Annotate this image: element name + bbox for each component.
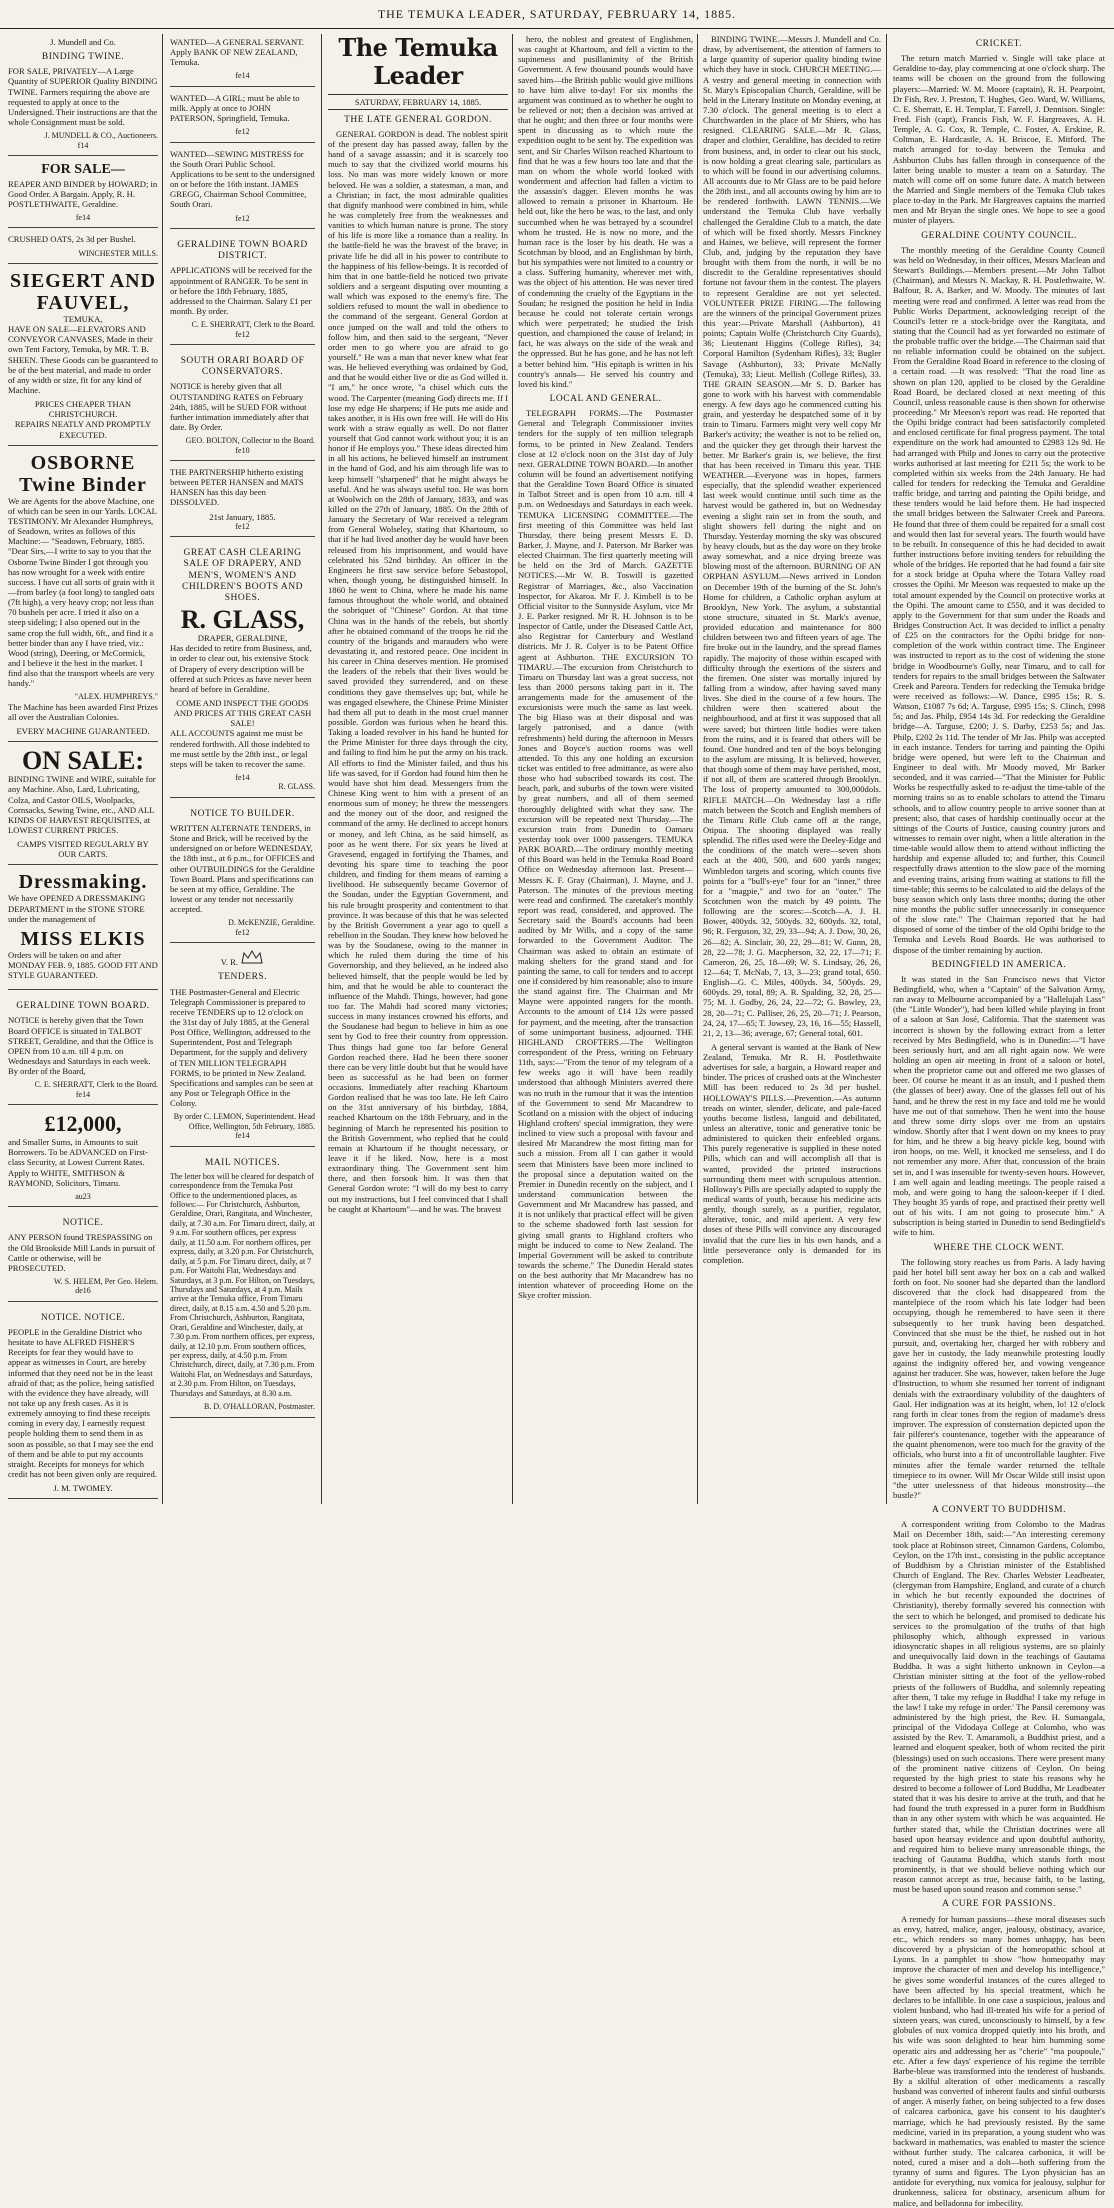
- ad-signature: GEO. BOLTON, Collector to the Board.: [185, 436, 315, 446]
- ad-siegert-fauvel: [8, 267, 158, 446]
- article-heading: THE LATE GENERAL GORDON.: [344, 114, 492, 125]
- ad-title: R. GLASS,: [180, 605, 305, 635]
- ad-heading: MAIL NOTICES.: [204, 1157, 281, 1168]
- ad-ranger: [170, 232, 315, 345]
- ad-date: 21st January, 1885.: [209, 511, 276, 522]
- dateline: SATURDAY, FEBRUARY 14, 1885.: [328, 94, 508, 110]
- ad-wanted-girl: [170, 90, 315, 143]
- ad-heading: BINDING TWINE.: [41, 52, 125, 63]
- ad-body: ANY PERSON found TRESPASSING on the Old Brookside Mill Lands in pursuit of Cattle or otherwise, will be PROSECUTED.: [8, 1232, 156, 1273]
- ad-dressmaking: [8, 868, 158, 990]
- column-6: [893, 34, 1105, 2208]
- royal-crest: [170, 949, 315, 967]
- ad-body: WANTED—SEWING MISTRESS for the South Orari Public School. Applications to be sent to the undersigned on or before the 16th instant. JAMES GREGG, Chairman School Committee, South Orari.: [170, 148, 315, 210]
- ad-ref: fe12: [235, 521, 250, 531]
- ad-place: TEMUKA,: [63, 314, 103, 325]
- article-heading: WHERE THE CLOCK WENT.: [933, 1242, 1065, 1253]
- ad-body: WRITTEN ALTERNATE TENDERS, in Stone and Brick, will be received by the undersigned on or before WEDNESDAY, the 18th inst., at 6 p.m., for OFFICES and other OUTBUILDINGS for the Geraldine Town Board. Plans and specifications can be seen at my office, Geraldine. The lowest or any tender not necessarily accepted.: [170, 823, 315, 915]
- ad-camps: CAMPS VISITED REGULARLY BY OUR CARTS.: [17, 839, 149, 860]
- ad-signature: W. S. HELEM, Per Geo. Helem.: [53, 1276, 158, 1286]
- article-body: It was stated in the San Francisco news that Victor Bedingfield, who, when a "Captain" of the Salvation Army, ran away to Melbourne accompanied by a "Hallelujah Lass" (the "Little Wonder"), had been killed while playing in front of a saloon at San José, California. That the statement was incorrect is shown by the following extract from a letter received by Mrs Bedingfield, who is in Dunedin:—"I have been seriously hurt, and am all right again now. We were holding an open air meeting in front of a saloon or hotel, when the proprietor came out and offered me two glasses of beer. Of course he meant it as an insult, and I pushed them (the glasses of beer) away. One of the glasses fell out of his hand, and he threw the rest in my face and told me he would have me out of that somehow. Then he went into the house and threw some dirty slops over me from an upstairs window. Shortly after that I went down on my knees to pray for him, and he threw a big heavy pickle keg, bound with iron hoops, on me. Well, it knocked me senseless, and I do not remember any more. After that, concussion of the brain set in, and I was insensible for twenty-seven hours. However, I am well again and leading meetings. The people raised a mob, and were going to hang the saloon-keeper if I died. They bought 35 yards of rope, and practised their pretty well out of his wits. I am not going to prosecute him." A subscription is being started in Dunedin to send Bedingfield's wife to him.: [893, 973, 1105, 1238]
- ad-wanted-mistress: [170, 146, 315, 229]
- ad-body: BINDING TWINE and WIRE, suitable for any Machine. Also, Lard, Lubricating, Colza, and Castor OILS, Woolpacks, Cornsacks, Sewing Twine, etc., AND ALL KINDS OF HARVEST REQUISITES, at LOWEST CURRENT PRICES.: [8, 774, 156, 835]
- column-3: [328, 34, 508, 1504]
- column-rule: [162, 34, 163, 1504]
- ad-heading: NOTICE. NOTICE.: [40, 1312, 126, 1323]
- ad-title: Dressmaking.: [18, 871, 148, 894]
- ad-heading: NOTICE TO BUILDER.: [190, 808, 295, 819]
- ad-on-sale: [8, 745, 158, 865]
- masthead: [0, 0, 1114, 29]
- ad-signature: B. D. O'HALLORAN, Postmaster.: [204, 1402, 315, 1412]
- ad-body: NOTICE is hereby given that all OUTSTANDING RATES on February 24th, 1885, will be SUED FOR without further intimation immediately after that date. By Order.: [170, 381, 309, 432]
- article-heading: CRICKET.: [975, 39, 1023, 49]
- nameplate: The Temuka Leader: [338, 33, 498, 91]
- ad-body: APPLICATIONS will be received for the appointment of RANGER. To be sent in or before the 18th February, 1885, addressed to the Chairman. Salary £1 per month. By order.: [170, 265, 313, 316]
- ad-body: THE Postmaster-General and Electric Telegraph Commissioner is prepared to receive TENDERS up to 12 o'clock on the 31st day of July 1885, at the General Post Office, Wellington, addressed to the Superintendent, Post and Telegraph Department, for the supply and delivery of TEN MILLION TELEGRAPH FORMS, to be printed in New Zealand. Specifications and samples can be seen at any Post or Telegraph Office in the Colony.: [170, 986, 314, 1109]
- article-body: TELEGRAPH FORMS.—The Postmaster General and Telegraph Commissioner invites tenders for the supply of ten million telegraph forms, to be printed in New Zealand. Tenders close at 12 o'clock noon on the 31st day of July next. GERALDINE TOWN BOARD.—In another column will be found an advertisement notifying that the Geraldine Town Board Office is situated in Talbot Street and is open from 10 a.m. till 4 p.m. on Wednesdays and Saturdays in each week. TEMUKA LICENSING COMMITTEE.—The first meeting of this Committee was held last Thursday, there being present Messrs E. D. Barker, J. Mayne, and J. Paterson. Mr Barker was elected Chairman. The first quarterly meeting will be held on the 3rd of March. GAZETTE NOTICES.—Mr W. B. Toswill is gazetted Registrar of Marriages, &c., also Vaccination Inspector, for Akaroa. Mr F. J. Kimbell is to be Official visitor to the Sunnyside Asylum, vice Mr J. E. Parker resigned. Mr R. H. Johnson is to be Inspector of Cattle, under the Diseased Cattle Act, also Registrar for Canterbury and Westland districts. Mr J. R. Colyer is to be Patent Office agent at Ashburton. THE EXCURSION TO TIMARU.—The excursion from Christchurch to Timaru on Thursday last was a great success, not less than 2000 persons taking part in it. The arrangements made for the amusement of the excursionists were much the same as last week. The big Hiaso was at their disposal and was largely patronised, and a dance (with refreshments) held during the afternoon in Messrs Jones and Boyce's auction rooms was well attended. To this any one holding an excursion ticket was entitled to free admittance, as were also those who had subscribed towards its cost. The beach, park, and suburbs of the town were visited by great numbers, and all of them seemed thoroughly delighted with what they saw. The excursion will be repeated next Thursday.—The excursion train from Dunedin to Oamaru yesterday took over 1000 passengers. TEMUKA PARK BOARD.—The ordinary monthly meeting of this Board was held in the Temuka Road Board Office on Wednesday afternoon last. Present—Messrs K. F. Gray (Chairman), J. Mayne, and J. Paterson. The minutes of the previous meeting were read and confirmed. The caretaker's monthly report was read, considered, and approved. The Secretary said the Board's accounts had been audited by Mr Wills, and a copy of the same forwarded to the Government Auditor. The Chairman was asked to obtain an estimate of making shelters for the grand stand and for painting the same, to call for tenders and to accept one if considered by him reasonable; also to insure the stand against fire. The Chairman and Mr Mayne were appointed rangers for the month. Accounts to the amount of £14 12s were passed for payment, and the meeting, after the transaction of some unimportant business, adjourned. THE HIGHLAND CROFTERS.—The Wellington correspondent of the Press, writing on February 11th, says:—"From the tenor of my telegram of a few weeks ago it will have been readily understood that although Ministers averred there was no truth in the rumour that it was the intention of the Government to send Mr Macandrew to Scotland on a mission with the object of inducing Highland crofters' special immigration, they were inclined to view such a proposal with favour and desired Mr Macandrew the most fitting man for such a mission. From all I can gather it would seem that Ministers have been more inclined to the proposal since a deputation waited on the Premier in Dunedin recently on the subject, and I understand communication between the Government and Mr Macandrew has passed, and it is not unlikely that practical effect will be given to the scheme shadowed forth last session for giving small grants to Highland crofters who might be induced to come to New Zealand. The Imperial Government will be asked to contribute towards the scheme." The Dunedin Herald states on the best authority that Mr Macandrew has no intention whatever of proceeding Home on the Skye crofter mission.: [518, 408, 693, 1301]
- column-rule: [886, 34, 887, 1504]
- ad-body: THE PARTNERSHIP hitherto existing between PETER HANSEN and MATS HANSEN has this day been DISSOLVED.: [170, 466, 304, 508]
- ad-notice-receipts: [8, 1305, 158, 1499]
- ad-body: We are Agents for the above Machine, one of which can be seen in our Yards. LOCAL TESTIMONY. Mr Alexander Humphreys, of Seadown, writes as follows of this Machine:— "Seadown, February, 1885. "Dear Sirs,—I write to say to you that the Osborne Twine Binder I got through you has now wrought for a week with entire success. I have cut all sorts of grain with it—from barley (a foot long) to tangled oats (7ft high), a very heavy crop; not less than 70 bushels per acre. I tried it also on a steep sideling; I also opened out in the same crop the full width, 6ft., and find it a better binder than any I have tried, viz.: Wood (string), Deering, or McCormick, and I believe it the best in the market. I find also that the transport wheels are very handy.": [8, 495, 157, 689]
- ad-footer: The Machine has been awarded First Prizes all over the Australian Colonies.: [8, 701, 158, 722]
- column-rule: [512, 34, 513, 1504]
- article-body: The return match Married v. Single will take place at Geraldine to-day, play commencing at one o'clock sharp. The teams will be chosen on the ground from the following players:—Married: W. M. Moore (captain), R. H. Pearpoint, Dr Fish, Rev. J. Preston, T. Hughes, Geo. Ward, W. Williams, C. E. Sherratt, E. H. Templar, T. Farrell, J. Dennison. Single: Fred. Fish (capt), Francis Fish, W. F. Hargreaves, A. H. Temple, A. G. Cox, R. Temple, C. Foster, A. Erskine, R. Coltman, E. Hardcastle, A. H. Briscoe, E. Mitford. The match arranged for to-day between the Temuka and Ashburton Clubs has fallen through in consequence of the latter being unable to muster a team on a Saturday. The match will come off on some future date. A match between the Married and Single members of the Temuka Club takes place to-day in the Park. Mr Hargreaves captains the married men and Mr Bryan the single ones. We hope to see a good muster of players.: [893, 53, 1105, 226]
- ad-ref: de16: [75, 1286, 91, 1296]
- ad-ref: fe12: [235, 927, 250, 937]
- crest-initials: V. R.: [220, 957, 239, 968]
- ad-signature: J. MUNDELL & CO., Auctioneers.: [44, 131, 158, 141]
- ad-ref: fe12: [235, 329, 250, 339]
- ad-title: SIEGERT AND FAUVEL,: [9, 270, 157, 315]
- ad-loans: [8, 1108, 158, 1207]
- article-body: A correspondent writing from Colombo to the Madras Mail on December 18th, said:—"An interesting ceremony took place at Robinson street, Cinnamon Gardens, Colombo, Ceylon, on the 17th inst., consisting in the public acceptance of Buddhism by a Christian minister of the Established Church of England. The Rev. Charles Webster Leadbeater, (clergyman from Hampshire, England, and curate of a church in which he but recently expounded the doctrines of Christianity), thereby formally severed his connection with the sect to which he belonged, and promised to dedicate his services to the promulgation of the truths of that high philosophy which, although expressed in various idiosyncratic shapes in all religious systems, are so plainly and unequivocally laid down in the teachings of Gautama Buddha. It was a sight hitherto unknown in Ceylon—a Christian minister sitting at the foot of the yellow-robed priests of the followers of Buddha, and solemnly repeating after them, 'I take my refuge in Buddha! I take my refuge in the law! I take my refuge in order.' The Pansil ceremony was administered by the high priest, the Rev. H. Sumangala, principal of the Vidodaya College at Colombo, who was assisted by the Rev. T. Amaramoli, a Buddhist priest, and a learned and eloquent speaker, both of whom recited the pirit (blessings) used on such occasions. There were present many of the prominent native citizens of Ceylon. On being requested by the high priest to state his reasons why he desired to become a follower of Lord Buddha, Mr Leadbeater stated that it was his desire to arrive at the truth, and that he had found the truth expressed in a purer form in Buddhism than in any other system with which he was acquainted. He further stated that, while the Christian doctrines were all based upon hearsay evidence and upon doubtful authority, and required him to believe many unreasonable things, the teaching of Gautama Buddha, which stands forth most prominently, is that we should believe nothing which our reason cannot accept as true, because faith, to be lasting, must be based upon sound reason and common sense.": [893, 1519, 1105, 1895]
- ad-body: WANTED—A GENERAL SERVANT. Apply BANK OF NEW ZEALAND, Temuka.: [170, 37, 305, 68]
- ad-body: HAVE ON SALE—ELEVATORS AND CONVEYOR CANVASES, Made in their own Tent Factory, Temuka, by MR. T. B. SHEEN. These Goods can be guaranteed to be of the best material, and made to order of any width or size, fit for any kind of Machine.: [8, 324, 158, 395]
- column-rule: [697, 34, 698, 1504]
- article-heading: LOCAL AND GENERAL.: [549, 393, 662, 404]
- ad-subtitle: Twine Binder: [19, 473, 147, 496]
- ad-heading: FOR SALE—: [41, 162, 125, 178]
- ad-signature: WINCHESTER MILLS.: [78, 248, 158, 258]
- ad-body: CRUSHED OATS, 2s 3d per Bushel.: [8, 234, 136, 245]
- ad-body: FOR SALE, PRIVATELY—A Large Quantity of SUPERIOR Quality BINDING TWINE. Farmers requiring the above are requested to apply at once to the Undersigned. Their instructions are that the whole Consignment must be sold.: [8, 66, 158, 128]
- article-heading: A CURE FOR PASSIONS.: [942, 1899, 1056, 1910]
- article-body: The following story reaches us from Paris. A lady having paid her hotel bill sent away her box on a cab and walked forth on foot. No sooner had she departed than the landlord discovered that the clock had disappeared from the mantelpiece of the room which his late lodger had been occupying, though he remembered to have seen it there subsequently to her trunk having been despatched. Convinced that she must be the thief, he rushed out in hot pursuit, and, overtaking her, charged her with robbery and gave her in custody, the lady meanwhile protesting loudly against the indignity offered her, and vowing vengeance against her traducer. She was, however, taken before the Juge d'Instruction, to whom she resumed her torrent of indignant denials with the extraordinary volubility of the daughters of Gaul. Her indignation was at its height, when, lo! 12 o'clock rang forth in clear tones from the region of madame's dress improver. The expression of consternation depicted upon the fair pilferer's countenance, together with the appearance of the quaint phenomenon, were too much for the gravity of the officials, who burst into a fit of uncontrollable laughter. Five minutes after the female warder returned the telltale timepiece to its owner. Will Mr Oscar Wilde still insist upon "the utter uselessness of that hideous monstrosity—the bustle?": [893, 1256, 1105, 1500]
- article-body: A remedy for human passions—these moral diseases such as envy, hatred, malice, anger, jealousy, obstinacy, avarice, etc., which renders so many homes unhappy, has been discovered by a physician of the homeopathic school at Lyons. In a pamphlet to show "how homeopathy may improve the character of men and develop his intelligence," he gives some wonderful instances of the cures alleged to have been affected by his special treatment, which he declares to be infallible. In one case a suspicious, jealous and violent husband, who had ill-treated his wife for a period of sixteen years, was cured, unconsciously to himself, by a few globules of nux vomica dropped quietly into his broth, and his wife was soon delighted to hear him humming some operatic airs and addressing her as "cherie" "ma poupoule," etc. After a few days' experience of his regime the terrible Barbe-bleue was transformed into the tenderest of husbands. By a skilful alteration of other medicaments a rascally husband was converted of inherent faults and sinful outbursts of anger. A miserly father, on being subjected to a few doses of calcarea carbonica, gave his consent to his daughter's marriage, which he had previously resisted. By the same medicine, varied in its preparation, a young student who was backward in mathematics, was enabled to master the science without further study. The calcarea carbonica, it will be noted, cured a miser and a dolt—both suffering from the tyranny of sums and figures. The Lyon physician has an antidote for everything, nux vomica for jealousy, sulphur for drunkenness, salicea for obstinacy, arsenicum album for malice, and belladonna for imbecility.: [893, 1913, 1105, 2208]
- ad-amount: £12,000,: [44, 1111, 122, 1137]
- ad-heading: GERALDINE TOWN BOARD.: [16, 1001, 150, 1012]
- ad-firm: J. Mundell and Co.: [50, 37, 116, 47]
- ad-signature: D. McKENZIE, Geraldine.: [228, 918, 315, 928]
- ad-ref: fe14: [235, 71, 250, 81]
- ad-name: MISS ELKIS: [20, 927, 146, 950]
- ad-ref: fe12: [235, 213, 250, 223]
- article-heading: BEDINGFIELD IN AMERICA.: [931, 959, 1067, 970]
- ad-heading: GREAT CASH CLEARING SALE OF DRAPERY, AND MEN'S, WOMEN'S AND CHILDREN'S BOOTS AND SHOES.: [182, 548, 303, 603]
- ad-notice-builder: [170, 801, 315, 943]
- ad-signature: J. M. TWOMEY.: [53, 1483, 113, 1494]
- ad-prices: PRICES CHEAPER THAN CHRISTCHURCH.: [34, 399, 132, 420]
- column-4: [518, 34, 693, 1504]
- ad-ref: fe12: [235, 127, 250, 137]
- ad-signature: C. E. SHERRATT, Clerk to the Board.: [191, 320, 315, 330]
- article-body: The monthly meeting of the Geraldine County Council was held on Wednesday, in their offices, Messrs Maclean and Stewart's Buildings.—Members present.—Mr John Talbot (Chairman), and Messrs N. Mackay, R. H. Postlethwaite, W. Balfour, R. A. Barker, and W. Moody. The minutes of last meeting were read and confirmed. A letter was read from the Public Works Department, acknowledging receipt of the Council's letter re a stock-bridge over the Rangitata, and stating that the Council had as yet forwarded no estimate of the probable traffic over the bridge.—The Chairman said that no reliable information could be obtained on the subject. From the Geraldine Road Board in reference to the closing of a certain road. —It was resolved: "That the road line as shown on plan 120, applied to be closed by the Geraldine Road Board, be declared closed at next meeting of this Council, unless reasonable cause is then shown for otherwise proceeding." Mr Meeson's report was read. He reported that the Opihi bridge contract had been satisfactorily completed and enclosed certificate for final progress payment. The total expenditure on the work had amounted to £2983 12s 9d. He had arranged with Philp and Jones to carry out the protective works authorised at last meeting for £211 5s; the work to be completed within six weeks from the 24th January. He had called for tenders for redecking the Temuka and Geraldine traffic bridge, and tarring and painting the Opihi bridge, and these tenders would be laid before them. He had inspected the small bridges between the Saltwater Creek and Pareora. He found that three of them could be repaired for a small cost and would then last for several years. The fourth would have to be rebuilt. In consequence of this he had decided to await further instructions before inviting tenders for rebuilding the whole of the bridges. He reported that he had found a fair site for a stock bridge at Opuha where the Totara Valley road crosses the Opihi. Mr Meeson was requested to make up the total amount expended by the Council on protective works at the Opihi. The amount came to £550, and it was decided to apply to the Government for that sum under the Roads and Bridges Construction Act. It was decided to inflict a penalty of £25 on the contractors for the Opihi bridge for non-completion of the work within contract time. The Engineer was instructed to report as to the cost of widening the stone bridge in Woodbourne's Gully, near Timaru, and to call for tenders for repairs to the small bridges between the Saltwater Creek and Pareora. Tenders for redecking the Temuka bridge were received as follows:—W. Dance, £995 15s; R. S. Watson, £1087 7s 6d; A. Targuse, £995 15s; S. Clinch, £998 5s; and Jas. Philp, £954 14s 3d. For redecking the Geraldine bridge—A. Targuse, £200; J. S. Darby, £253 5s; and Jas. Philp, £202 2s 11d. The tender of Mr Jas. Philp was accepted in each instance. Tenders for tarring and painting the Opihi bridge were opened, but were left to the Chairman and Engineer to deal with. Mr Moody moved, Mr Barker seconded, and it was carried—"That the Minister for Public Works be respectfully asked to re-adjust the time-table of the morning trains so as to enable scholars to attend the Timaru schools, and to allow country people to arrive sooner than at present; also, that cases of hardship continually occur at the sittings of the Courts of Justice, causing country jurors and witnesses to remain over night, when a little alteration in the time-table would allow them to attend without inflicting the hardship and expense alluded to; and further, this Council respectfully draws attention to the slow pace of the morning and evening trains, arising from waiting at stations to fill the time-table; this seems to be calculated to aid the delays of the busy season which only lasts three months; during the other nine months the public suffer unnecessarily in consequence of the slow rate." The Chairman reported that he had disposed of some of the timber of the old Opihi bridge to the Temuka and Levels Road Boards. He was authorised to dispose of the timber remaining by auction.: [893, 244, 1105, 955]
- masthead-title: THE TEMUKA LEADER, SATURDAY, FEBRUARY 14, 1885.: [377, 7, 737, 21]
- ad-come: COME AND INSPECT THE GOODS AND PRICES AT THIS GREAT CASH SALE!: [173, 697, 312, 729]
- ad-footer: Orders will be taken on and after MONDAY FEB. 9, 1885. GOOD FIT AND STYLE GUARANTEED.: [8, 949, 158, 981]
- article-body: GENERAL GORDON is dead. The noblest spirit of the present day has passed away, fallen by the hand of a savage assassin; and it is scarcely too much to say that the civilized world mourns his loss. No man was more widely known or more beloved. He was a soldier, a statesman, a man, and a Christian; in fact, the most admirable qualities that dignify manhood were combined in him, while he was completely free from the weaknesses and vanities to which human nature is prone. The story of his life is more like a romance than a reality. In the battle-field he was the bravest of the brave; in private life he did all in his power to contribute to the happiness of his fellow-beings. It is recorded of him that in one battle-field he noticed two private soldiers and a sergeant disputing over mounting a wall which was exposed to the enemy's fire. The soldiers refused to mount the wall in obedience to the command of the sergeant. General Gordon at once jumped on the wall and told the others to follow him, and then said to the sergeant, "Never order men to go where you are afraid to go yourself." He was a man that never knew what fear was. He believed everything was ordained by God, and that he would either live or die as God willed it. "I am," he once wrote, "a chisel which cuts the wood. The Carpenter (meaning God) directs me. If I lose my edge He sharpens; if He puts me aside and takes another, it is His own free will. He will do His work with a straw equally as well. Do not flatter yourself that God cannot work without you; it is an honor if He employs you." These ideas directed him in all his actions, he believed himself an instrument in the hand of God, and his aim through life was to keep himself "sharpened" that he might always be useful. And he was always useful too. He was born at Woolwich on the 28th of January, 1833, and was killed on the 27th of January, 1885. On the 28th of January the Secretary of War received a telegram from General Wolseley, stating that Khartoum, so that if he had lived another day he would have been released from his imprisonment, and would have celebrated his 52nd birthday. An officer in the Engineers he first saw service before Sebastopol, when, though young, he distinguished himself. In 1860 he went to China, where he made his name famous throughout the whole world, and obtained the sobriquet of "Chinese" Gordon. At that time China was in the hands of the rebels, but shortly after he obtained command of the troops he rid the country of the brigands and marauders who were devastating it, and restored peace. One incident in his career in China deserves mention. He promised the leaders of the rebels that their lives would be saved provided they surrendered, and on these conditions they gave themselves up; but, while he was engaged elsewhere, the Chinese Prime Minister had them all put to death in the most cruel manner possible. Gordon was furious when he heard this. Taking a loaded revolver in his hand he hunted for the Prime Minister for three days through the city, and failing to find him he put the army on his track. All efforts to find the Minister failed, and thus his life was saved, for if Gordon had found him then he would have shot him dead. Messengers from the Chinese King went to him with a present of an enormous sum of money; he threw the messengers and the money out of the door, and resigned the command of the army. He declined to accept honors or money, and left China, as he said himself, as poor as he went there. For six years he lived at Gravesend, engaged in fortifying the Thames, and devoting his spare time to teaching the poor children, and finding for them means of earning a livelihood. He subsequently became Governor of the Soudan, under the Egyptian Government, and his rule brought prosperity and contentment to that province. It was because of this that he was selected by the British Government a year ago to quell a rebellion in the Soudan. They knew how beloved he was by the Soudanese, owing to the manner in which he ruled them during the time of his Governorship, and they believed, as he indeed also believed himself, that the people would be led by him, and that he would be able to counteract the influence of the Mahdi. Things, however, had gone too far. The Mahdi had scored many victories; success in many instances crowned his efforts, and the Soudanese had begun to believe in him as one sent by God to free their country from oppression. Thus things had gone too far before General Gordon reached there. Had he been there sooner there can be very little doubt but that he would have been as successful as he had been on former occasions. Immediately after reaching Khartoum Gordon realised that he was too late. He left Cairo on the 31st anniversary of his birthday, 1884, reached Khartoum on the 18th February, and in the beginning of March he represented his position to the British Government, who replied that he could remain at Khartoum if he thought necessary, or leave it if he liked. Now, here is a most extraordinary thing. The Government sent him there, and then forsook him. It was then that General Gordon wrote: "I will do my best to carry out my instructions, but I feel convinced that I shall be caught at Khartoum"—and he was. The bravest: [328, 128, 508, 1214]
- ad-title: ON SALE:: [21, 746, 145, 776]
- ad-body: REAPER AND BINDER by HOWARD; in Good Order. A Bargain. Apply, R. H. POSTLETHWAITE, Geraldine.: [8, 178, 158, 209]
- ad-accounts: ALL ACCOUNTS against me must be rendered forthwith. All those indebted to me must settle by the 28th inst., or legal steps will be taken to recover the same.: [170, 728, 310, 769]
- ad-repairs: REPAIRS NEATLY AND PROMPTLY EXECUTED.: [14, 419, 152, 440]
- ad-body: and Smaller Sums, in Amounts to suit Borrowers. To be ADVANCED on First-class Security, at Lowest Current Rates. Apply to WHITE, SMITHSON & RAYMOND, Solicitors, Timaru.: [8, 1137, 148, 1188]
- column-5: [703, 34, 881, 1504]
- ad-trespass: [8, 1210, 158, 1302]
- ad-guarantee: EVERY MACHINE GUARANTEED.: [16, 726, 150, 737]
- ad-signature: By order C. LEMON, Superintendent. Head Office, Wellington, 5th February, 1885.: [173, 1112, 315, 1131]
- ad-heading: GERALDINE TOWN BOARD DISTRICT.: [177, 240, 308, 262]
- ad-body: We have OPENED A DRESSMAKING DEPARTMENT in the STONE STORE under the management of: [8, 893, 146, 924]
- ad-body: Has decided to retire from Business, and, in order to clear out, his extensive Stock of Drapery of every description will be offered at such Prices as have never been heard of before in Geraldine.: [170, 643, 312, 694]
- ad-reaper: [8, 159, 158, 228]
- ad-osborne: [8, 449, 158, 743]
- ad-heading: SOUTH ORARI BOARD OF CONSERVATORS.: [180, 355, 305, 378]
- article-body: BINDING TWINE.—Messrs J. Mundell and Co. draw, by advertisement, the attention of farmers to a large quantity of superior quality binding twine which they have in stock. CHURCH MEETING.—A vestry and general meeting in connection with St. Mary's Episcopalian Church, Geraldine, will be held in the Literary Institute on Monday evening, at 7.30 o'clock. The general meeting is to elect a Churchwarden in the place of Mr Shiers, who has resigned. CLEARING SALE.—Mr R. Glass, draper and clothier, Geraldine, has decided to retire from business, and, in order to clear out his stock, is now holding a great clearing sale, particulars as to which will be found in our advertising columns. All accounts due to Mr Glass are to be paid before the 28th inst., and all accounts owing by him are to be rendered forthwith. LAWN TENNIS.—We understand the Temuka Club have verbally challenged the Geraldine Club to a match, the date of which will be fixed shortly. Messrs Finckney and Haines, we believe, will represent the former Club, and, judging by the reputation they have brought with them from the north, it will be no discredit to the Geraldine representatives should fortune not favour them in the contest. The players to represent Geraldine are not yet selected. VOLUNTEER PRIZE FIRING.—The following are the winners of the principal Government prizes this year:—Private Marshall (Ashburton), 41 points; Captain Wolfe (Christchurch City Guards), 36; Lieutenant Higgins (College Rifles), 34; Corporal Hamilton (Sydenham Rifles), 33; Bugler Savage (Ashburton), 33; Private McNally (Temuka), 33; Lieut. Mellish (College Rifles), 33. THE GRAIN SEASON.—Mr S. D. Barker has gone to work with his harvest with commendable energy. A few days ago he commenced cutting his grain, and yesterday he despatched some of it by train to Timaru. Farmers might very well copy Mr Barker's activity; the weather is not to be relied on, and the quicker they get through their harvest the better. Mr Barker's grain is, we believe, the first that has been received in Timaru this year. THE WEATHER.—Everyone was in hopes, farmers especially, that the splendid weather experienced last week would continue until such time as the harvest would be gathered in, but on Wednesday evening a slight rain set in from the south, and slight showers fell during the night and on Thursday. Yesterday morning the sky was obscured by heavy clouds, but as the day wore on they broke away somewhat, and a nice drying breeze was blowing most of the afternoon. BURNING OF AN ORPHAN ASYLUM.—News arrived in London on December 19th of the burning of the St. John's Home for children, a Catholic orphan asylum at Brooklyn, New York. The asylum, a substantial stone structure, situated in St. Mark's avenue, provided education and maintenance for 800 children between two and fifteen years of age. The fire broke out in the laundry, and the spread flames rapidly. The majority of those within escaped with difficulty through the exertions of the sisters and the firemen. One sister was mortally injured by falling from a window, after having saved many lives. She died in the course of a few hours. The children were then scattered about the neighbourhood, and at first it was supposed that all were saved; but thirteen little bodies were taken from the ruins, and it is feared that others will be found. One hundred and ten of the boys belonging to the asylum are missing. It is believed, however, that though some of them may have perished, most, if not all, of them are scattered through Brooklyn. The loss of property amounted to 300,000dols. RIFLE MATCH.—On Wednesday last a rifle match between the Scotch and English members of the Timaru Rifle Club came off at the range, Otipua. The shooting displayed was really splendid. The rifles used were the Deeley-Edge and the conditions of the match were—seven shots each at the 400, 500, and 600 yards ranges; Wimbledon targets and scoring, which counts five points for a "bull's-eye" four for an "inner," three for a "magpie," and two for an "outer." The Scotchmen won the match by 49 points. The following are the scores:—Scotch—A. J. H. Bower, 400yds. 32, 500yds. 32, 600yds. 32, total, 96; R. Ferguson, 32, 29, 33—94; A. J. Dow, 30, 26, 26—82; A. Sinclair, 30, 22, 29—81; W. Gunn, 28, 28, 22—78; J. G. Macpherson, 32, 22, 17—71; F. Cameron, 26, 25, 18—69; W. S. Lindsay, 26, 26, 12—64; T. McNab, 7, 13, 3—23; grand total, 650. English—G. C. Miles, 400yds. 34, 500yds. 29, 600yds. 29, total, 89; A. R. Spalding, 32, 28, 25—75; M. J. Godby, 26, 24, 22—72; G. Bowley, 23, 28, 20—71; C. Palliser, 26, 25, 20—71; J. Pearson, 24, 24, 17—65; T. Jowsey, 23, 16, 16—55; Hassell, 21, 2, 13—36; average, 67; General total, 601.: [703, 34, 881, 1038]
- column-2: [170, 34, 315, 1504]
- ad-subtitle: DRAPER, GERALDINE,: [197, 633, 288, 644]
- ad-conservators: [170, 348, 315, 461]
- ad-ref: fe10: [235, 445, 250, 455]
- ad-partnership: [170, 464, 315, 537]
- ad-binding-twine: [8, 34, 158, 156]
- ad-title: OSBORNE: [30, 451, 136, 474]
- ad-ref: au23: [75, 1191, 91, 1201]
- ad-body: PEOPLE in the Geraldine District who hesitate to have ALFRED FISHER'S Receipts for fear they would have to appear as witnesses in Court, are hereby informed that they need not be in the least afraid of that; as the police, being satisfied with the evidence they have already, will not take up any fresh cases. As it is extremely annoying to find these receipts coming in every day, I earnestly request people holding them to send them in as soon as possible, so that I may see the end of them and be able to put my accounts straight. Receipts for moneys for which credit has not been given only are required.: [8, 1327, 157, 1480]
- ad-town-board: [8, 993, 158, 1105]
- ad-ref: f14: [77, 140, 89, 150]
- ad-mail-notices: [170, 1150, 315, 1418]
- ad-ref: fe14: [75, 213, 91, 222]
- ad-signature: C. E. SHERRATT, Clerk to the Board.: [34, 1080, 158, 1090]
- article-heading: A CONVERT TO BUDDHISM.: [932, 1505, 1066, 1516]
- column-rule: [321, 34, 322, 1504]
- ad-ref: fe14: [75, 1089, 91, 1099]
- ad-ref: fe14: [235, 1131, 250, 1141]
- ad-oats: [8, 231, 158, 264]
- ad-ref: fe14: [235, 772, 250, 782]
- article-body: A general servant is wanted at the Bank of New Zealand, Temuka. Mr R. H. Postlethwaite advertises for sale, a bargain, a Howard reaper and binder. The prices of crushed oats at the Winchester Mill has been reduced to 2s 3d per bushel. HOLLOWAY'S PILLS.—Prevention.—As autumn treads on winter, slender, delicate, and pale-faced youths become listless, languid and debilitated, unless an alterative, tonic and generative tonic be administered to quicken their enfeebled organs. This purely regenerative is supplied in these noted Pills, which can and will accomplish all that is wanted, provided the printed instructions surrounding them meet with scrupulous attention. Holloway's Pills are specially adapted to supply the medical wants of youth, because his medicine acts gently, though surely, as a purifier, regulator, alterative, tonic, and mild aperient. A very few doses of these Pills will convince any discouraged invalid that the cure lies in his own hands, and a little perseverance only is demanded for its completion.: [703, 1041, 881, 1265]
- column-1: [8, 34, 158, 1504]
- article-body: hero, the noblest and greatest of Englishmen, was caught at Khartoum, and fell a victim to the supineness and pusillanimity of the British Government. A few thousand pounds would have saved him—the British public would give millions to have him alive to-day! For six months the argument was continued as to whether he ought to be relieved or not; then a decision was arrived at that he ought; and then three or four months were spent in discussing as to which route the expedition ought to be sent by. The expedition was sent, and Sir Charles Wilson reached Khartoum to find that he was a few hours too late and that the man on whom the whole world looked with wonderment and affection had fallen a victim to the assassin's dagger. Eleven months he was allowed to remain a prisoner in Khartoum. He held out, like the hero he was, to the last, and only succumbed when he was betrayed by a scoundrel whom he trusted. He is now no more, and the human race is the loser by his death. He was a Scotchman by blood, and an Englishman by birth, but his sympathies were not limited to a country or a class. Suffering humanity, wherever met with, was the object of his attention. He was never tired of condemning the cruelty of the Egyptians in the Soudan; he resigned the position he held in India because he could not tolerate certain wrongs which were perpetrated; he studied the Irish question, and championed the cause of Ireland; in fact, he was always on the side of the weak and the oppressed. But he has gone, and he has not left a better behind him. "His epitaph is written in his country's annals— He served his country and loved his kind.": [518, 34, 693, 389]
- ad-tenders: [170, 946, 315, 1146]
- ad-heading: NOTICE.: [62, 1218, 104, 1229]
- ad-heading: TENDERS.: [217, 972, 268, 983]
- ad-signature: R. GLASS.: [278, 782, 315, 792]
- ad-body: NOTICE is hereby given that the Town Board OFFICE is situated in TALBOT STREET, Geraldine, and that the Office is OPEN from 10 a.m. till 4 p.m. on Wednesdays and Saturdays in each week. By order of the Board,: [8, 1015, 154, 1077]
- ad-wanted-servant: [170, 34, 315, 87]
- ad-body: The letter box will be cleared for despatch of correspondence from the Temuka Post Office to the undermentioned places, as follows:— For Christchurch, Ashburton, Geraldine, Orari, Rangitata, and Winchester, daily, at 7.30 a.m. For Timaru direct, daily, at 9 a.m. For southern offices, per express daily, at 11.50 a.m. For northern offices, per express, daily, at 3.20 p.m. For Christchurch, daily, at 5 p.m. For Timaru direct, daily, at 7 p.m. For Waitohi Flat, Wednesdays and Saturdays, at 3 p.m. For Hilton, on Tuesdays, Thursdays and Saturdays, at 4 p.m. Mails arrive at the Temuka office, From Timaru direct, daily, at 8.15 a.m. 4.50 and 5.20 p.m. From Christchurch, Ashburton, Rangitata, Orari, Geraldine and Winchester, daily, at 7.30 p.m. From northern offices, per express, daily, at 12.10 p.m. From southern offices, per express, daily, at 4.50 p.m. From Christchurch, direct, daily, at 7.30 p.m. From Waitohi Flat, on Wednesdays and Saturdays, at 2.30 p.m. From Hilton, on Tuesdays, Thursdays and Saturdays, at 8.30 a.m.: [170, 1171, 315, 1398]
- ad-body: WANTED—A GIRL; must be able to milk. Apply at once to JOHN PATERSON, Springfield, Temuka.: [170, 92, 300, 124]
- crown-icon: [240, 949, 264, 965]
- article-heading: GERALDINE COUNTY COUNCIL.: [921, 230, 1077, 241]
- ad-signature: "ALEX. HUMPHREYS.": [74, 692, 158, 702]
- ad-glass-sale: [170, 540, 315, 798]
